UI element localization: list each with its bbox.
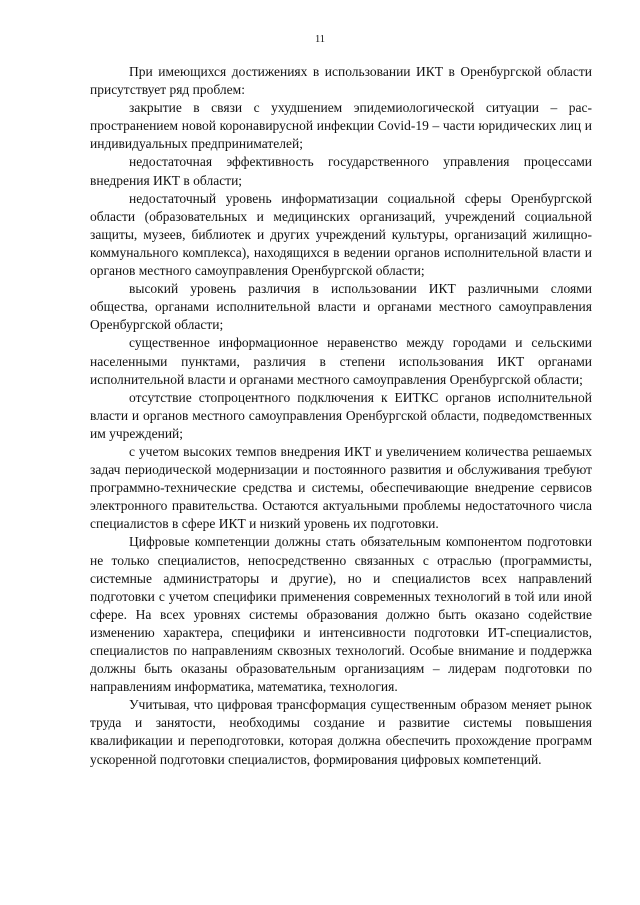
problem-item-management-efficiency: недостаточная эффективность государственного управления процессами внедрения ИКТ в области; [90, 154, 592, 188]
problem-item-social-sphere-informatization: недостаточный уровень информатизации социальной сферы Оренбургской области (образовательных и медицинских организаций, учреждений социальной защиты, музеев, библиотек и других учреждений культуры, организаций жилищно-коммунального комплекса), находящихся в ведении органов исполнительной власти и органов местного самоуправления Оренбургской области; [90, 190, 592, 279]
intro-paragraph: При имеющихся достижениях в использовании ИКТ в Оренбургской области присутствует ряд проблем: [90, 64, 592, 98]
problem-item-covid-closures: закрытие в связи с ухудшением эпидемиологической ситуации – распространением новой коронавирусной инфекции Covid-19 – части юридических лиц и индивидуальных предпринимателей; [90, 100, 592, 152]
retraining-system-paragraph: Учитывая, что цифровая трансформация существенным образом меняет рынок труда и занятости, необходимы создание и развитие системы повышения квалификации и переподготовки, которая должна обеспечить прохождение программ ускоренной подготовки специалистов, формирования цифровых компетенций. [90, 697, 592, 767]
page-number: 11 [314, 34, 326, 45]
digital-competencies-paragraph: Цифровые компетенции должны стать обязательным компонентом подготовки не только специалистов, непосредственно связанных с отраслью (программисты, системные администраторы и другие), но и специалистов всех направлений подготовки с учетом специфики применения современных технологий в той или иной сфере. На всех уровнях системы образования должно быть оказано содействие изменению характера, специфики и интенсивности подготовки ИТ-специалистов, специалистов по направлениям сквозных технологий. Особые внимание и поддержка должны быть оказаны образовательным организациям – лидерам подготовки по направлениям информатика, математика, технология. [90, 534, 592, 695]
problem-item-information-inequality: существенное информационное неравенство между городами и сельскими населенными пунктами, различия в степени использования ИКТ органами исполнительной власти и органами местного самоуправления Оренбургской области; [90, 335, 592, 387]
problem-item-eitks-connection: отсутствие стопроцентного подключения к ЕИТКС органов исполнительной власти и органов местного самоуправления Оренбургской области, подведомственных им учреждений; [90, 389, 592, 441]
problem-item-modernization-and-staff: с учетом высоких темпов внедрения ИКТ и увеличением количества решаемых задач периодической модернизации и постоянного развития и обслуживания требуют программно-технические средства и системы, обеспечивающие внедрение сервисов электронного правительства. Остаются актуальными проблемы недостаточного числа специалистов в сфере ИКТ и низкий уровень их подготовки. [90, 443, 592, 532]
problem-item-ict-usage-gap: высокий уровень различия в использовании ИКТ различными слоями общества, органами исполнительной власти и органами местного самоуправления Оренбургской области; [90, 281, 592, 333]
document-body [90, 63, 592, 769]
